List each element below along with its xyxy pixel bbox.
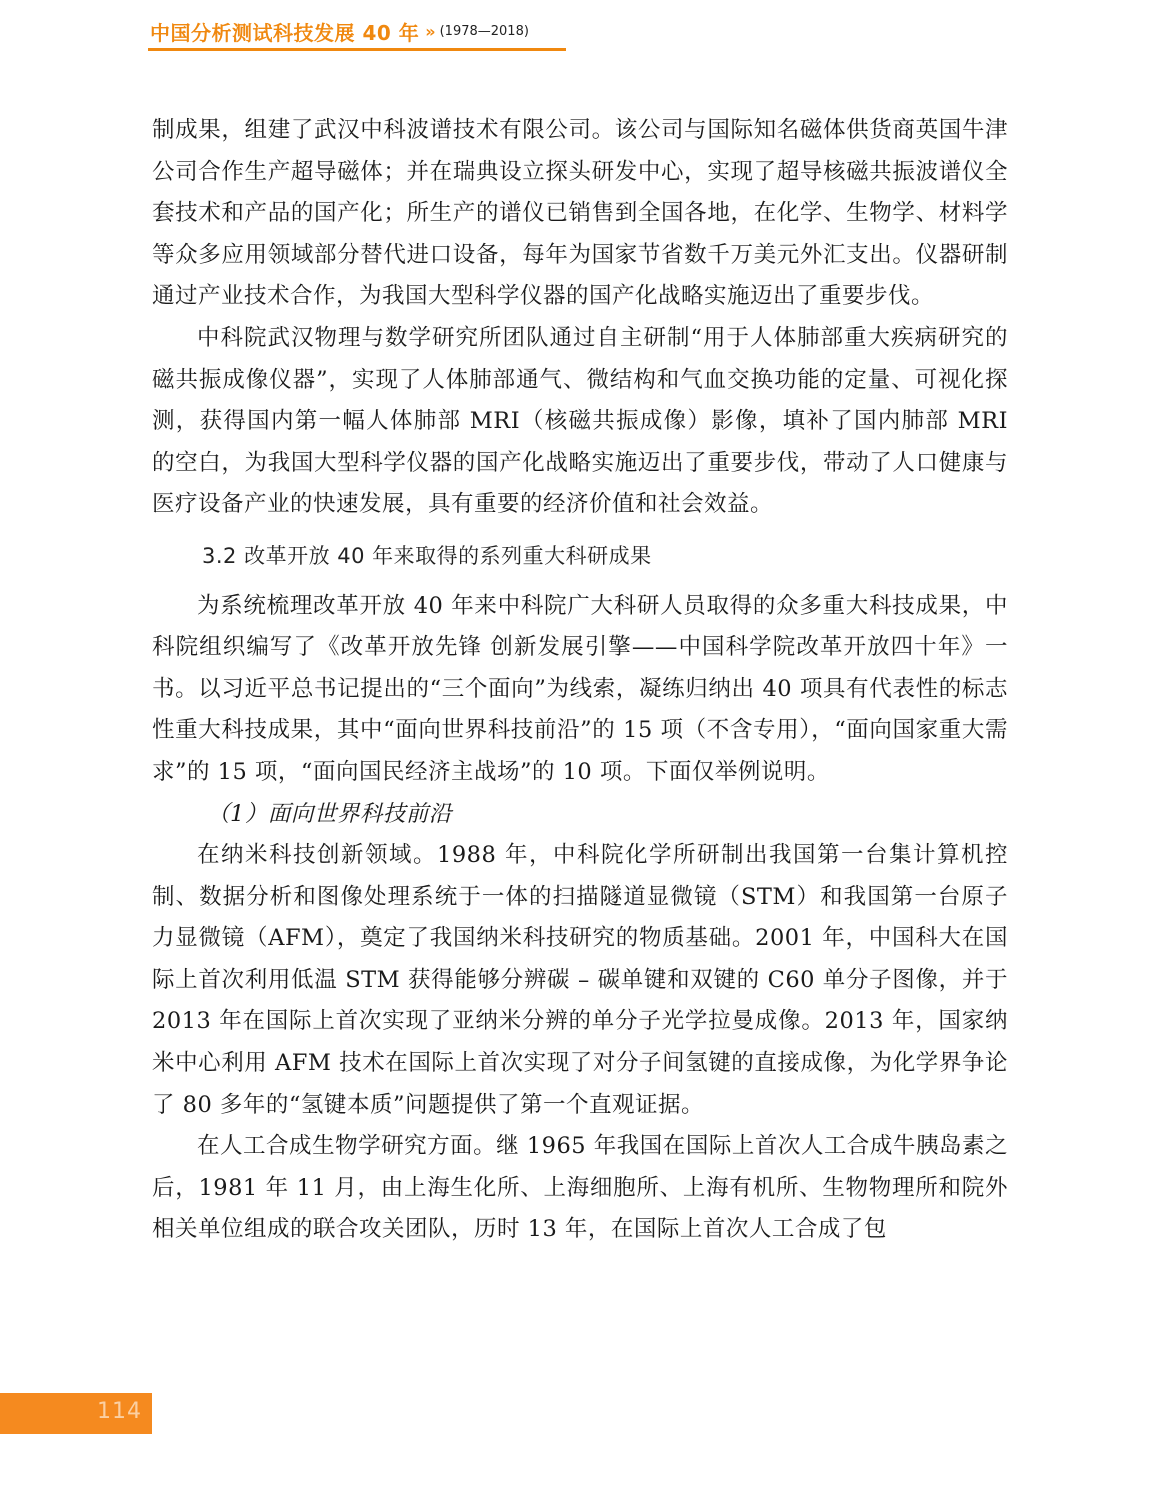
- paragraph-reform-achievements: 为系统梳理改革开放 40 年来中科院广大科研人员取得的众多重大科技成果，中科院组织编写了《改革开放先锋 创新发展引擎——中国科学院改革开放四十年》一书。以习近平总书记提出的“三个面向”为线索，凝练归纳出 40 项具有代表性的标志性重大科技成果，其中“面向世界科技前沿”的 15 项（不含专用），“面向国家重大需求”的 15 项，“面向国民经济主战场”的 10 项。下面仅举例说明。: [152, 592, 1008, 785]
- page-number-tab: [0, 1393, 152, 1434]
- paragraph-nanotech: 在纳米科技创新领域。1988 年，中科院化学所研制出我国第一台集计算机控制、数据分析和图像处理系统于一体的扫描隧道显微镜（STM）和我国第一台原子力显微镜（AFM），奠定了我国纳米科技研究的物质基础。2001 年，中国科大在国际上首次利用低温 STM 获得能够分辨碳 – 碳单键和双键的 C60 单分子图像，并于 2013 年在国际上首次实现了亚纳米分辨的单分子光学拉曼成像。2013 年，国家纳米中心利用 AFM 技术在国际上首次实现了对分子间氢键的直接成像，为化学界争论了 80 多年的“氢键本质”问题提供了第一个直观证据。: [152, 842, 1008, 1118]
- running-header: [150, 14, 529, 48]
- paragraph-wuhan-mri: 中科院武汉物理与数学研究所团队通过自主研制“用于人体肺部重大疾病研究的磁共振成像仪器”，实现了人体肺部通气、微结构和气血交换功能的定量、可视化探测，获得国内第一幅人体肺部 MRI（核磁共振成像）影像，填补了国内肺部 MRI 的空白，为我国大型科学仪器的国产化战略实施迈出了重要步伐，带动了人口健康与医疗设备产业的快速发展，具有重要的经济价值和社会效益。: [152, 324, 1008, 518]
- page-number: 114: [97, 1399, 142, 1424]
- book-title: 中国分析测试科技发展 40 年: [150, 20, 420, 45]
- paragraph-synthetic-biology: 在人工合成生物学研究方面。继 1965 年我国在国际上首次人工合成牛胰岛素之后，1981 年 11 月，由上海生化所、上海细胞所、上海有机所、生物物理所和院外相关单位组成的联合攻关团队，历时 13 年，在国际上首次人工合成了包: [152, 1133, 1008, 1243]
- double-chevron-right-icon: »: [425, 21, 436, 41]
- book-years: (1978—2018): [439, 23, 529, 39]
- sub-heading: （1）面向世界科技前沿: [207, 800, 452, 827]
- page-body: [152, 110, 1008, 1251]
- paragraph-continuation: 制成果，组建了武汉中科波谱技术有限公司。该公司与国际知名磁体供货商英国牛津公司合作生产超导磁体；并在瑞典设立探头研发中心，实现了超导核磁共振波谱仪全套技术和产品的国产化；所生产的谱仪已销售到全国各地，在化学、生物学、材料学等众多应用领域部分替代进口设备，每年为国家节省数千万美元外汇支出。仪器研制通过产业技术合作，为我国大型科学仪器的国产化战略实施迈出了重要步伐。: [152, 117, 1008, 310]
- header-underline: [148, 48, 566, 51]
- section-heading: 3.2 改革开放 40 年来取得的系列重大科研成果: [202, 543, 652, 568]
